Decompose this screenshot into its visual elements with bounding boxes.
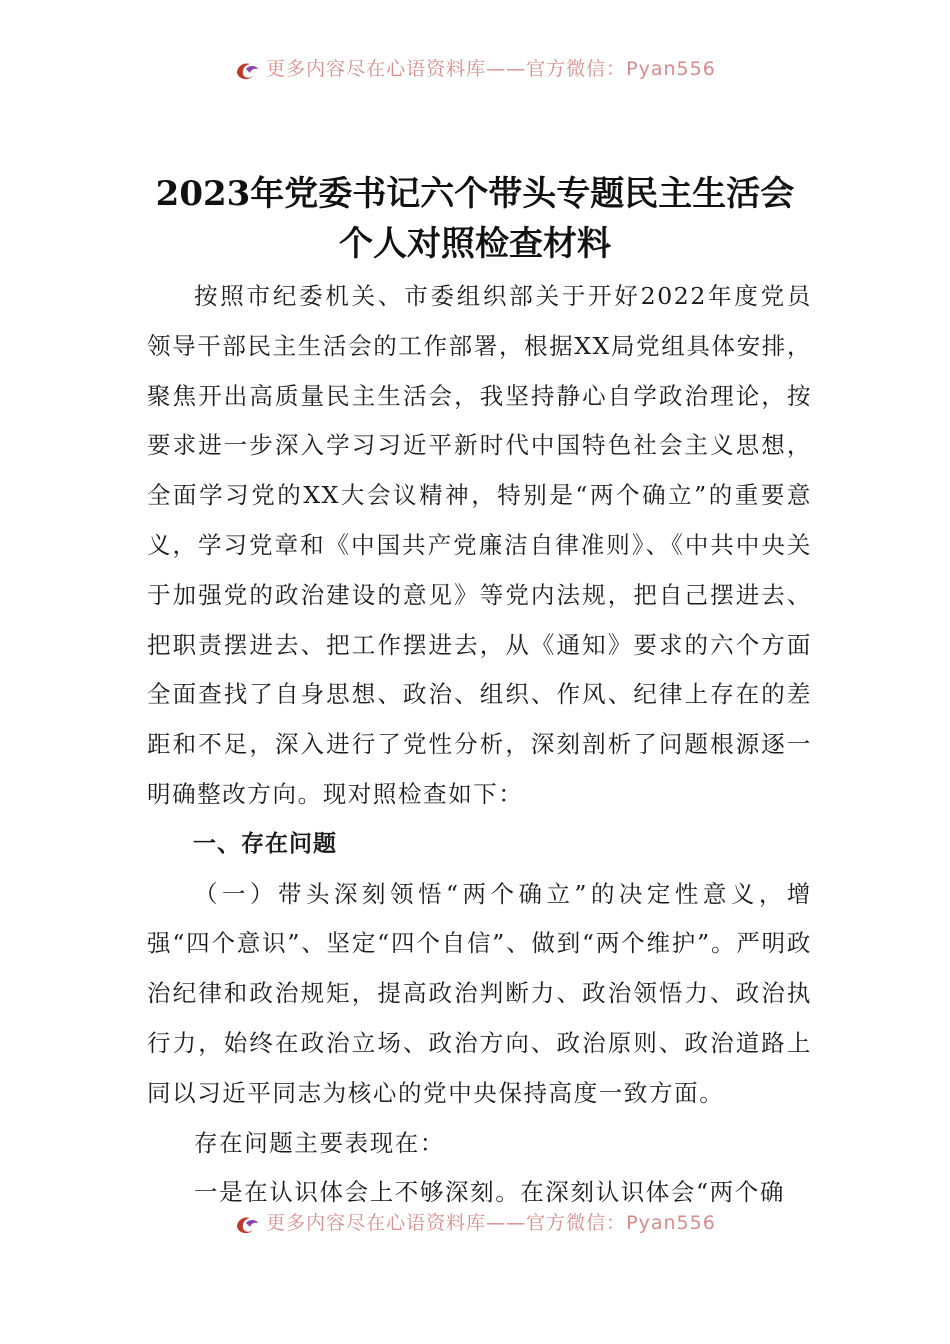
watermark-header	[0, 55, 950, 83]
problem-paragraph: 一是在认识体会上不够深刻。在深刻认识体会“两个确	[194, 1178, 785, 1207]
document-title-line2: 个人对照检查材料	[339, 224, 611, 264]
item-paragraph: （一）带头深刻领悟“两个确立”的决定性意义，增强“四个意识”、坚定“四个自信”、做到“两个维护”。严明政治纪律和政治规矩，提高政治判断力、政治领悟力、政治执行力，始终在政治立场、政治方向、政治原则、政治道路上同以习近平同志为核心的党中央保持高度一致方面。	[147, 879, 812, 1107]
brand-logo-icon	[234, 1213, 260, 1235]
problems-intro: 存在问题主要表现在：	[194, 1128, 445, 1157]
section-heading: 一、存在问题	[193, 830, 337, 857]
watermark-footer	[0, 1209, 950, 1237]
document-title-line1: 2023年党委书记六个带头专题民主生活会	[155, 174, 795, 214]
brand-logo-icon	[234, 59, 260, 81]
watermark-text: 更多内容尽在心语资料库——官方微信：Pyan556	[266, 58, 716, 80]
document-body	[147, 272, 812, 1218]
intro-paragraph: 按照市纪委机关、市委组织部关于开好2022年度党员领导干部民主生活会的工作部署，根据XX局党组具体安排，聚焦开出高质量民主生活会，我坚持静心自学政治理论，按要求进一步深入学习习近平新时代中国特色社会主义思想，全面学习党的XX大会议精神，特别是“两个确立”的重要意义，学习党章和《中国共产党廉洁自律准则》、《中共中央关于加强党的政治建设的意见》等党内法规，把自己摆进去、把职责摆进去、把工作摆进去，从《通知》要求的六个方面全面查找了自身思想、政治、组织、作风、纪律上存在的差距和不足，深入进行了党性分析，深刻剖析了问题根源逐一明确整改方向。现对照检查如下：	[147, 282, 812, 808]
watermark-text: 更多内容尽在心语资料库——官方微信：Pyan556	[266, 1212, 716, 1234]
